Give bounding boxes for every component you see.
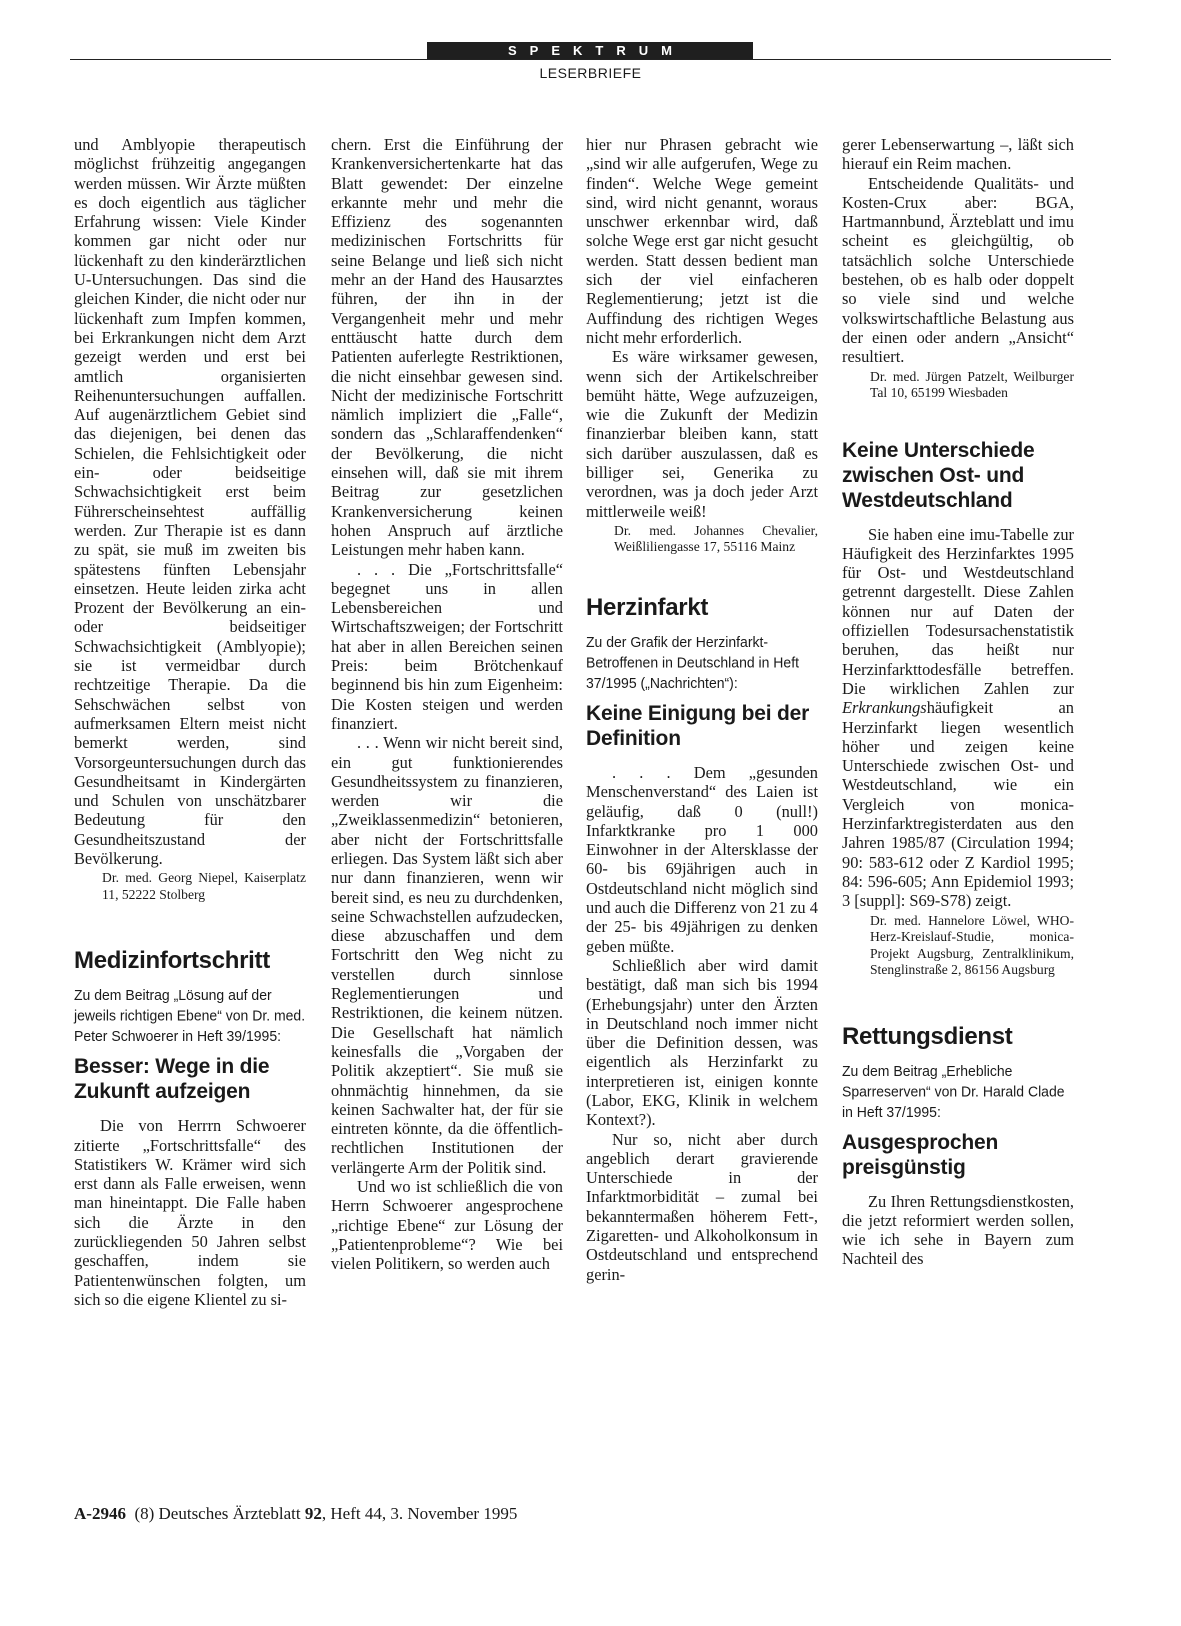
letter-signature: Dr. med. Johannes Chevalier, Weißliliengasse 17, 55116 Mainz: [614, 522, 818, 555]
letter-text: chern. Erst die Einführung der Krankenversichertenkarte hat das Blatt gewendet: Der einzelne erkannte mehr und mehr die Effizienz des sogenannten medizinischen Fortschritts für seine Belange und ließ sich nicht mehr an der Hand des Hausarztes führen, der ihn in der Vergangenheit mehr und mehr enttäuscht hatte durch dem Patienten auferlegte Restriktionen, die nicht einsehbar gewesen sind. Nicht der medizinische Fortschritt nämlich impliziert die „Falle“, sondern das „Schlaraffendenken“ der Bevölkerung, die nicht einsehen will, daß sie mit ihrem Beitrag zur gesetzlichen Krankenversicherung keinen hohen Anspruch auf ärztliche Leistungen mehr haben kann.: [331, 135, 563, 560]
letter-text: gerer Lebenserwartung –, läßt sich hierauf ein Reim machen.: [842, 135, 1074, 174]
page-number: A-2946: [74, 1504, 126, 1523]
letter-text: und Amblyopie therapeutisch möglichst frühzeitig angegangen werden müssen. Wir Ärzte müßten es doch eigentlich aus täglicher Erfahrung wissen: Viele Kinder kommen gar nicht oder nur lückenhaft zu den kinderärztlichen U-Untersuchungen. Das sind die gleichen Kinder, die nicht oder nur lückenhaft zum Impfen kommen, bei Erkrankungen nicht dem Arzt gezeigt werden und erst bei amtlich organisierten Reihenuntersuchungen auffallen. Auf augenärztlichem Gebiet sind das diejenigen, bei denen das Schielen, die Fehlsichtigkeit oder ein- oder beidseitige Schwachsichtigkeit erst beim Führerscheinsehtest auffällig werden. Zur Therapie ist es dann zu spät, sie muß im zweiten bis spätestens fünften Lebensjahr einsetzen. Heute leiden zirka acht Prozent der Bevölkerung an ein- oder beidseitiger Schwachsichtigkeit (Amblyopie); sie ist vermeidbar durch rechtzeitige Therapie. Da die Sehschwächen selbst von aufmerksamen Eltern meist nicht bemerkt werden, sind Vorsorgeuntersuchungen durch das Gesundheitsamt in Kindergärten und Schulen von unschätzbarer Bedeutung für den Gesundheitszustand der Bevölkerung.: [74, 135, 306, 868]
topic-intro: Zu dem Beitrag „Erhebliche Sparreserven“ von Dr. Harald Clade in Heft 37/1995:: [842, 1061, 1065, 1120]
page-footer: [74, 1504, 517, 1524]
letter-text: Und wo ist schließlich die von Herrn Schwoerer angesprochene „richtige Ebene“ zur Lösung der „Patientenprobleme“? Wie bei vielen Politikern, so werden auch: [331, 1177, 563, 1274]
column-2: [331, 135, 563, 1274]
letter-text: hier nur Phrasen gebracht wie „sind wir alle aufgerufen, Wege zu finden“. Welche Wege gemeint sind, wird nicht genannt, woraus unschwer erkennbar wird, daß solche Wege erst gar nicht gesucht werden. Statt dessen bedient man sich der viel einfacheren Reglementierung; jetzt ist die Auffindung des richtigen Weges nicht mehr erforderlich.: [586, 135, 818, 347]
letter-headline: Keine Einigung bei der Definition: [586, 701, 810, 750]
letter-headline: Besser: Wege in die Zukunft aufzeigen: [74, 1055, 270, 1104]
letter-text: . . . Wenn wir nicht bereit sind, ein gut funktionierendes Gesundheitssystem zu finanzieren, werden wir die „Zweiklassenmedizin“ betonieren, aber nicht der Fortschrittsfalle erliegen. Das System läßt sich aber nur dann finanzieren, wenn wir bereit sind, es neu zu durchdenken, seine Schwachstellen aufzudecken, diese abzuschaffen und dem Fortschritt den Weg nicht zu verstellen durch sinnlose Reglementierungen und Restriktionen, die keinem nützen. Die Gesellschaft hat nämlich keinesfalls die „Vorgaben der Politik akzeptiert“. Sie muß sie ohnmächtig hinnehmen, da sie keinen Sachwalter hat, der für sie eintreten könnte, da die öffentlich-rechtlichen Institutionen der verlängerte Arm der Politik sind.: [331, 733, 563, 1177]
letter-text: Zu Ihren Rettungsdienstkosten, die jetzt reformiert werden sollen, wie ich sehe in Bayern zum Nachteil des: [842, 1191, 1074, 1269]
topic-heading: Herzinfarkt: [586, 593, 709, 621]
topic-intro: Zu dem Beitrag „Lösung auf der jeweils richtigen Ebene“ von Dr. med. Peter Schwoerer in Heft 39/1995:: [74, 986, 306, 1045]
page-header: [70, 38, 1111, 88]
subsection-label: LESERBRIEFE: [539, 65, 642, 81]
letter-signature: Dr. med. Georg Niepel, Kaiserplatz 11, 52222 Stolberg: [102, 870, 306, 902]
letter-text: Entscheidende Qualitäts- und Kosten-Crux aber: BGA, Hartmannbund, Ärzteblatt und imu scheint es gleichgültig, ob tatsächlich solche Unterschiede bestehen, ob es halb oder doppelt so viele sind und welche volkswirtschaftliche Belastung aus der einen oder andern „Ansicht“ resultiert.: [842, 173, 1074, 367]
letter-text: Nur so, nicht aber durch angeblich derart gravierende Unterschiede in der Infarktmorbidität – zumal bei bekanntermaßen höherem Fett-, Zigaretten- und Alkoholkonsum in Ostdeutschland und entsprechend gerin-: [586, 1129, 818, 1284]
letter-headline: Keine Unterschiede zwischen Ost- und Westdeutschland: [842, 438, 1035, 512]
topic-heading: Medizinfortschritt: [74, 947, 270, 975]
topic-intro: Zu der Grafik der Herzinfarkt-Betroffenen in Deutschland in Heft 37/1995 („Nachrichten“):: [586, 633, 799, 692]
letter-headline: Ausgesprochen preisgünstig: [842, 1130, 999, 1179]
topic-heading: Rettungsdienst: [842, 1022, 1013, 1050]
letter-text: Es wäre wirksamer gewesen, wenn sich der Artikelschreiber bemüht hätte, Wege aufzuzeigen, wie die Zukunft der Medizin finanzierbar bleiben kann, statt sich darüber auszulassen, daß es billiger sei, Generika zu verordnen, was ja doch jeder Arzt mittlerweile weiß!: [586, 347, 818, 521]
column-3: [586, 135, 818, 1284]
column-1: [74, 135, 306, 1309]
header-rule: [70, 59, 1111, 60]
section-label: SPEKTRUM: [427, 42, 753, 59]
letter-text: . . . Dem „gesunden Menschenverstand“ des Laien ist geläufig, daß 0 (null!) Infarktkranke pro 1 000 Einwohner in der Altersklasse der 60- bis 69jährigen auch in Ostdeutschland nicht möglich sind und auch die Differenz von 21 zu 4 der 25- bis 49jährigen zu denken geben müßte.: [586, 762, 818, 956]
column-4: [842, 135, 1074, 1269]
letter-text: Schließlich aber wird damit bestätigt, daß man sich bis 1994 (Erhebungsjahr) unter den Ärzten in Deutschland noch immer nicht über die Definition dessen, was eigentlich als Herzinfarkt zu interpretieren ist, einigen konnte (Labor, EKG, Klinik in welchem Kontext?).: [586, 955, 818, 1130]
letter-text: Sie haben eine imu-Tabelle zur Häufigkeit des Herzinfarktes 1995 für Ost- und Westdeutschland getrennt dargestellt. Diese Zahlen können nur auf Daten der offiziellen Todesursachenstatistik beruhen, das heißt nur Herzinfarkttodesfälle betreffen. Die wirklichen Zahlen zur Erkrankungshäufigkeit an Herzinfarkt liegen wesentlich höher und zeigen keine Unterschiede zwischen Ost- und Westdeutschland, wie ein Vergleich von monica-Herzinfarktregisterdaten aus den Jahren 1985/87 (Circulation 1994; 90: 583-612 oder Z Kardiol 1995; 84: 596-605; Ann Epidemiol 1993; 3 [suppl]: S69-S78) zeigt.: [842, 524, 1074, 911]
letter-signature: Dr. med. Hannelore Löwel, WHO-Herz-Kreislauf-Studie, monica-Projekt Augsburg, Zentralklinikum, Stenglinstraße 2, 86156 Augsburg: [870, 912, 1074, 977]
letter-text: . . . Die „Fortschrittsfalle“ begegnet uns in allen Lebensbereichen und Wirtschaftszweigen; der Fortschritt hat aber in allen Bereichen seinen Preis: beim Brötchenkauf beginnend bis hin zum Eigenheim: Die Kosten steigen und werden finanziert.: [331, 559, 563, 733]
footer-text: (8) Deutsches Ärzteblatt 92, Heft 44, 3. November 1995: [134, 1504, 518, 1523]
letter-signature: Dr. med. Jürgen Patzelt, Weilburger Tal 10, 65199 Wiesbaden: [870, 368, 1074, 401]
letter-text: Die von Herrrn Schwoerer zitierte „Fortschrittsfalle“ des Statistikers W. Krämer wird sich erst dann als Falle erweisen, wenn man hineintappt. Die Falle haben sich die Ärzte in den zurückliegenden 50 Jahren selbst geschaffen, indem sie Patientenwünschen folgten, um sich so die eigene Klientel zu si-: [74, 1116, 306, 1309]
